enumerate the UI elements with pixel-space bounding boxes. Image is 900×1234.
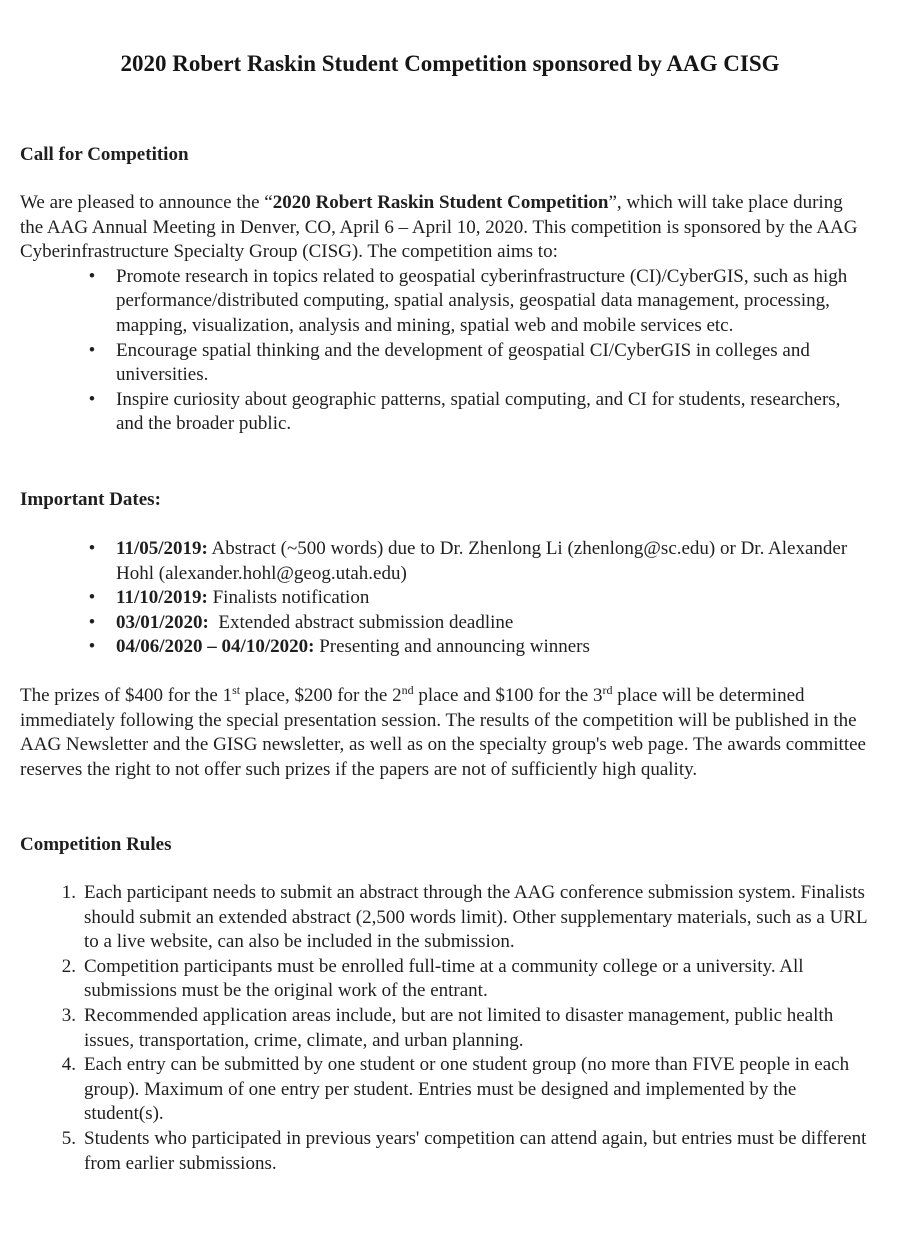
prizes-part: place and $100 for the 3: [413, 685, 603, 706]
date-label: 11/05/2019:: [116, 538, 208, 559]
rule-text: Competition participants must be enrolled full-time at a community college or a university. All submissions must be the original work of the entrant.: [84, 955, 804, 1002]
aim-text: Promote research in topics related to geospatial cyberinfrastructure (CI)/CyberGIS, such as high performance/distributed computing, spatial analysis, geospatial data management, processing, mapping, visualization, analysis and mining, spatial web and mobile services etc.: [116, 265, 848, 336]
aim-text: Encourage spatial thinking and the development of geospatial CI/CyberGIS in colleges and universities.: [116, 339, 810, 386]
call-intro: [20, 191, 870, 265]
rule-number: 3.: [61, 1004, 76, 1026]
bullet-icon: •: [88, 636, 96, 658]
rule-item: [20, 1004, 870, 1053]
rules-list: [20, 881, 870, 1176]
rules-section: [20, 881, 870, 1176]
bullet-icon: •: [88, 265, 96, 287]
aim-text: Inspire curiosity about geographic patterns, spatial computing, and CI for students, researchers, and the broader public.: [116, 388, 841, 435]
intro-text-post: ”, which will take place during the AAG Annual Meeting in Denver, CO, April 6 – April 10, 2020. This competition is sponsored by the AAG Cyberinfrastructure Specialty Group (CISG). The competition aims to:: [20, 192, 858, 263]
rule-item: [20, 881, 870, 955]
aims-list: [20, 265, 870, 437]
rule-text: Students who participated in previous years' competition can attend again, but entries must be different from earlier submissions.: [84, 1127, 867, 1174]
rule-text: Each participant needs to submit an abstract through the AAG conference submission system. Finalists should submit an extended abstract (2,500 words limit). Other supplementary materials, such as a URL to a live website, can also be included in the submission.: [84, 882, 867, 953]
rule-item: [20, 1053, 870, 1127]
bullet-icon: •: [88, 538, 96, 559]
prizes-part: place, $200 for the 2: [240, 685, 402, 706]
date-item: [20, 537, 870, 586]
rule-number: 1.: [61, 882, 76, 903]
date-label: 04/06/2020 – 04/10/2020:: [116, 636, 315, 658]
rule-number: 4.: [61, 1054, 76, 1076]
date-text: Presenting and announcing winners: [314, 636, 590, 658]
ordinal-suffix: rd: [602, 683, 613, 697]
dates-list: [20, 537, 870, 660]
date-item: [20, 586, 870, 611]
bullet-icon: •: [88, 587, 96, 609]
prizes-paragraph: [20, 684, 870, 782]
date-item: [20, 611, 870, 636]
date-text: Finalists notification: [207, 587, 370, 609]
rule-text: Recommended application areas include, but are not limited to disaster management, public health issues, transportation, crime, climate, and urban planning.: [84, 1004, 834, 1051]
call-section: [20, 191, 870, 437]
rule-text: Each entry can be submitted by one student or one student group (no more than FIVE people in each group). Maximum of one entry per student. Entries must be designed and implemented by the student(s).: [84, 1054, 850, 1125]
document-title: 2020 Robert Raskin Student Competition sponsored by AAG CISG: [120, 51, 780, 76]
dates-section: [20, 537, 870, 660]
bullet-icon: •: [88, 339, 96, 361]
aim-item: [20, 265, 870, 339]
intro-text-pre: We are pleased to announce the “: [20, 192, 273, 213]
ordinal-suffix: nd: [401, 683, 414, 697]
ordinal-suffix: st: [232, 683, 241, 697]
aim-item: [20, 388, 870, 437]
rule-number: 2.: [61, 955, 76, 977]
bullet-icon: •: [88, 611, 96, 633]
prizes-text: [20, 684, 870, 782]
rule-item: [20, 955, 870, 1004]
aim-item: [20, 339, 870, 388]
call-heading: Call for Competition: [20, 144, 189, 165]
rule-number: 5.: [61, 1127, 76, 1149]
rules-heading: Competition Rules: [20, 834, 172, 855]
date-text: Abstract (~500 words) due to Dr. Zhenlong Li (zhenlong@sc.edu) or Dr. Alexander Hohl (alexander.hohl@geog.utah.edu): [116, 538, 848, 584]
prizes-part: The prizes of $400 for the 1: [20, 685, 233, 706]
dates-heading: Important Dates:: [20, 489, 161, 510]
date-label: 03/01/2020:: [116, 611, 209, 633]
prizes-part: place will be determined immediately following the special presentation session. The results of the competition will be published in the AAG Newsletter and the GISG newsletter, as well as on the specialty group's web page. The awards committee reserves the right to not offer such prizes if the papers are not of sufficiently high quality.: [20, 685, 866, 780]
date-label: 11/10/2019:: [116, 587, 208, 609]
intro-competition-name: 2020 Robert Raskin Student Competition: [272, 192, 609, 213]
bullet-icon: •: [88, 388, 96, 410]
date-item: [20, 635, 870, 660]
date-text: Extended abstract submission deadline: [208, 611, 514, 633]
rule-item: [20, 1127, 870, 1176]
